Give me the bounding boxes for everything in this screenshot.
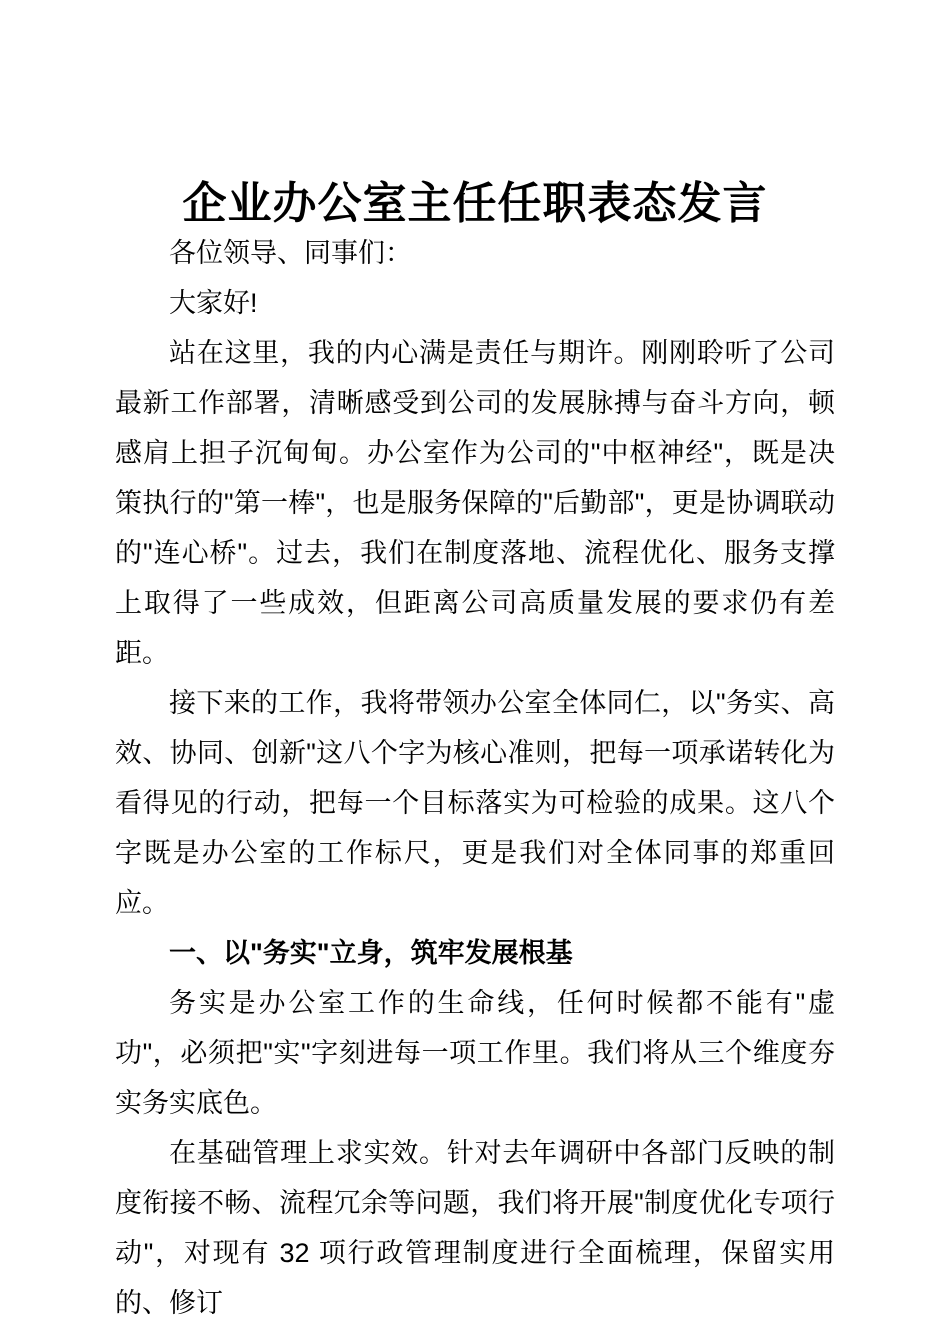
document-body: [115, 228, 835, 1328]
section-heading: 一、以"务实"立身，筑牢发展根基: [169, 938, 573, 968]
paragraph: 在基础管理上求实效。针对去年调研中各部门反映的制度衔接不畅、流程冗余等问题，我们将开展"制度优化专项行动"，对现有 32 项行政管理制度进行全面梳理，保留实用的、修订: [115, 1138, 835, 1318]
document-title: 企业办公室主任任职表态发言: [182, 179, 768, 228]
paragraph: 大家好!: [169, 288, 258, 318]
paragraph: 各位领导、同事们：: [169, 238, 412, 268]
paragraph: 接下来的工作，我将带领办公室全体同仁，以"务实、高效、协同、创新"这八个字为核心准则，把每一项承诺转化为看得见的行动，把每一个目标落实为可检验的成果。这八个字既是办公室的工作标尺，更是我们对全体同事的郑重回应。: [115, 688, 835, 918]
document-content: [115, 180, 835, 1328]
paragraph: 务实是办公室工作的生命线，任何时候都不能有"虚功"，必须把"实"字刻进每一项工作里。我们将从三个维度夯实务实底色。: [115, 988, 835, 1118]
paragraph: 站在这里，我的内心满是责任与期许。刚刚聆听了公司最新工作部署，清晰感受到公司的发展脉搏与奋斗方向，顿感肩上担子沉甸甸。办公室作为公司的"中枢神经"，既是决策执行的"第一棒"，也是服务保障的"后勤部"，更是协调联动的"连心桥"。过去，我们在制度落地、流程优化、服务支撑上取得了一些成效，但距离公司高质量发展的要求仍有差距。: [115, 338, 835, 668]
